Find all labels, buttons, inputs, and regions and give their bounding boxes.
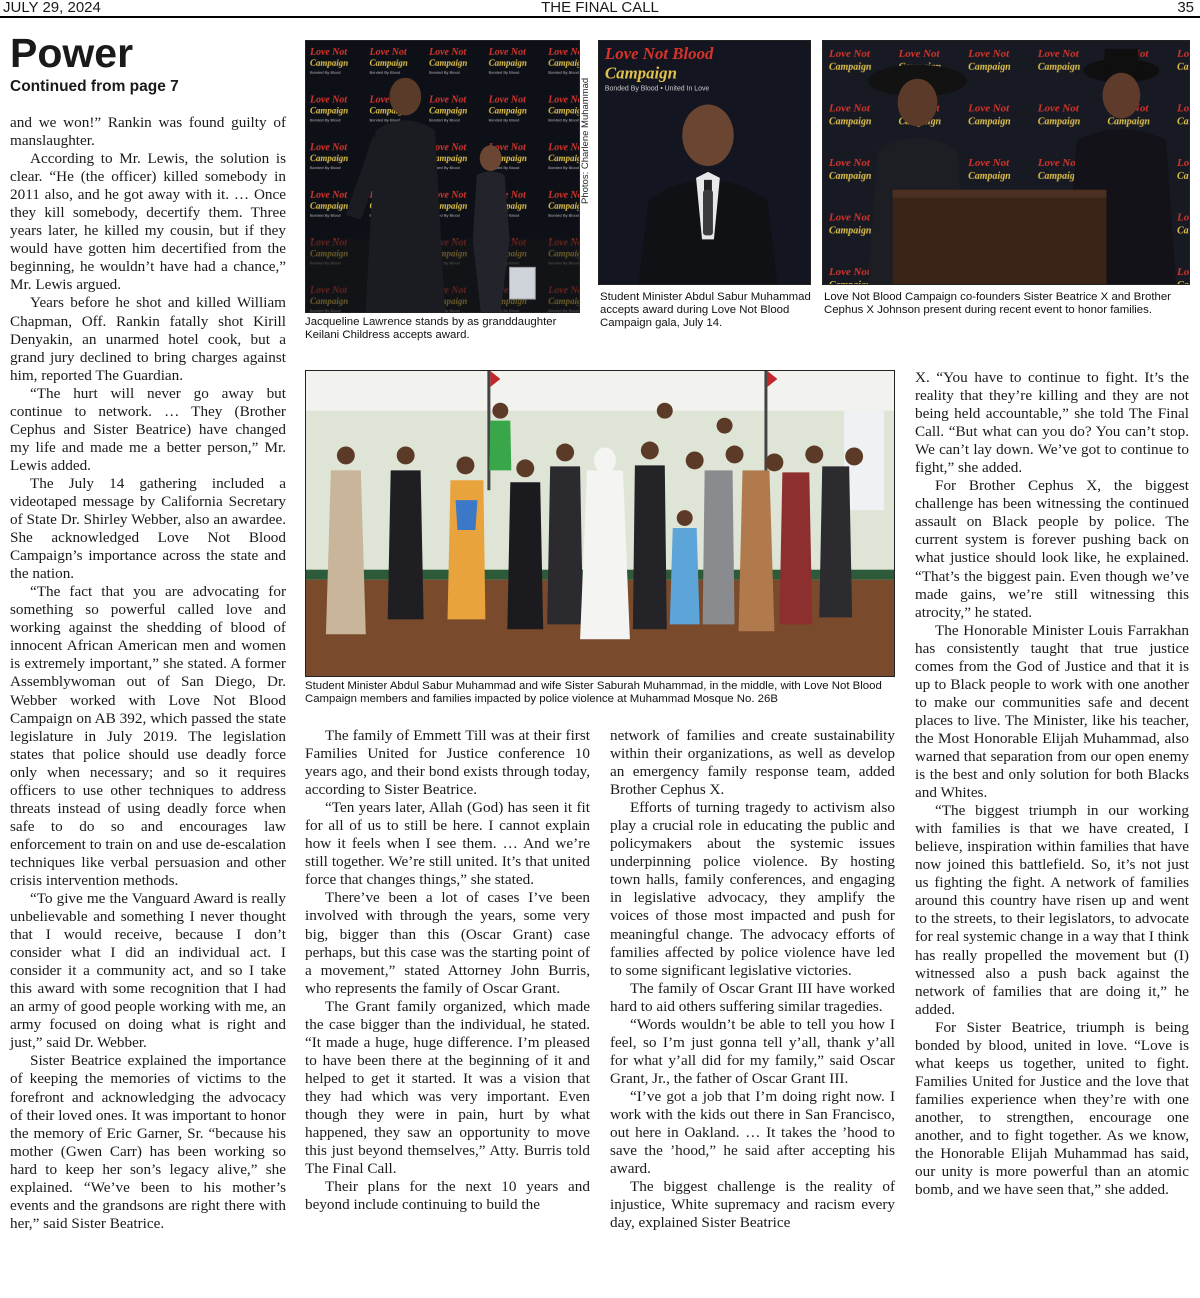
- photo-image: [306, 371, 894, 676]
- photo-credit-text: Photos: Charlene Muhammad: [580, 77, 591, 204]
- photo-image: [599, 41, 810, 284]
- paragraph: For Sister Beatrice, triumph is being bonded by blood, united in love. “Love is what keeps us together, united to fight. Families United for Justice and the love that families experience when they’re with one another, to strengthen, encourage one another, and to fight together. As we know, the Honorable Elijah Muhammad has said, our unity is more powerful than an atomic bomb, and we have seen that,” she added.: [915, 1018, 1189, 1199]
- paragraph: X. “You have to continue to fight. It’s the reality that they’re killing and they are not being held accountable,” she told The Final Call. “But what can you do? You can’t stop. We can’t lay down. We’ve got to continue to fight,” she added.: [915, 369, 1189, 477]
- photo-image: [306, 41, 579, 312]
- banner-tagline: Bonded By Blood • United In Love: [604, 85, 710, 93]
- paragraph: The Grant family organized, which made the case bigger than the individual, he stated. “It made a huge, huge difference. I’m pleased to have been there at the beginning of it and helped to get it started. It was a vision that they had which was very important. Even though they were in pain, hurt by what happened, they saw an opportunity to move this just beyond themselves,” Atty. Burris told The Final Call.: [305, 997, 590, 1178]
- photo-caption: Jacqueline Lawrence stands by as granddaughter Keilani Childress accepts award.: [305, 316, 557, 342]
- photo-cofounders: [822, 40, 1190, 285]
- paragraph: network of families and create sustainability within their organizations, as well as develop an emergency family response team, added Brother Cephus X.: [610, 727, 895, 799]
- paragraph: The Honorable Minister Louis Farrakhan has consistently taught that true justice comes from the God of Justice and that it is up to Black people to work with one another to make our communities safe and decent places to live. The Minister, like his teacher, the Most Honorable Elijah Muhammad, also warned that separation from our open enemy is the best and only solution for both Blacks and Whites.: [915, 621, 1189, 802]
- paragraph: There’ve been a lot of cases I’ve been involved with through the years, some very big, bigger than this (Oscar Grant) case perhaps, but this case was the starting point of a movement,” stated Attorney John Burris, who represents the family of Oscar Grant.: [305, 889, 590, 997]
- continued-line: Continued from page 7: [10, 78, 179, 95]
- masthead: [0, 0, 1200, 18]
- paragraph: and we won!” Rankin was found guilty of manslaughter.: [10, 114, 286, 150]
- article-column-3: [610, 727, 895, 1232]
- paper-name: THE FINAL CALL: [541, 0, 659, 16]
- article-column-2: [305, 727, 590, 1214]
- paragraph: “The biggest triumph in our working with families is that we have created, I believe, inspiration within families that have now joined this battlefield. So, it’s not just us fighting the fight. A network of families around this country have risen up and went to the streets, to their legislators, to advocate for real systemic change in a way that I think has really propelled the movement but (I) witnessed also a push back against the network of families that are doing it,” he added.: [915, 802, 1189, 1018]
- paragraph: The biggest challenge is the reality of injustice, White supremacy and racism every day, explained Sister Beatrice: [610, 1178, 895, 1232]
- paragraph: “Ten years later, Allah (God) has seen it fit for all of us to still be here. I cannot explain how it feels when I see them. … And we’re still together. We’re still united. It’s that united force that changes things,” she stated.: [305, 799, 590, 889]
- paragraph: According to Mr. Lewis, the solution is clear. “He (the officer) killed somebody in 2011 also, and he got away with it. … Once they kill somebody, decertify them. Three years later, he killed my cousin, but if they would have gotten him decertified from the beginning, he wouldn’t have had a chance,” Mr. Lewis argued.: [10, 150, 286, 294]
- paragraph: The July 14 gathering included a videotaped message by California Secretary of State Dr. Shirley Webber, also an awardee. She acknowledged Love Not Blood Campaign’s importance across the state and the nation.: [10, 474, 286, 583]
- photo-image: [823, 41, 1189, 284]
- article-column-4: [915, 369, 1189, 1199]
- paragraph: “The hurt will never go away but continue to network. … They (Brother Cephus and Sister Beatrice) have changed my life and made me a better person,” Mr. Lewis added.: [10, 384, 286, 474]
- paragraph: Efforts of turning tragedy to activism also play a crucial role in educating the public and policymakers about the systemic issues underpinning police violence. By hosting town halls, family conferences, and engaging in legislative advocacy, they amplify the voices of those most impacted and push for meaningful change. The advocacy efforts of families affected by police violence have led to some significant legislative victories.: [610, 799, 895, 979]
- paragraph: The family of Emmett Till was at their first Families United for Justice conference 10 years ago, and their bond exists through today, according to Sister Beatrice.: [305, 727, 590, 799]
- photo-award-granddaughter: [305, 40, 580, 313]
- paragraph: Their plans for the next 10 years and beyond include continuing to build the: [305, 1178, 590, 1214]
- banner-line-1: Love Not Blood: [604, 43, 714, 63]
- paragraph: The family of Oscar Grant III have worked hard to aid others suffering similar tragedies.: [610, 979, 895, 1015]
- photo-caption: Love Not Blood Campaign co-founders Sister Beatrice X and Brother Cephus X Johnson present during recent event to honor families.: [824, 291, 1171, 317]
- paragraph: “The fact that you are advocating for something so powerful called love and working against the shedding of blood of innocent African American men and women is extremely important,” she stated. A former Assemblywoman out of San Diego, Dr. Webber worked with Love Not Blood Campaign on AB 392, which passed the state legislature in July 2019. The legislation states that police should use deadly force only when necessary; and so it requires officers to use other techniques to address threats instead of using deadly force when safe to do so and encourages law enforcement to train on and use de-escalation techniques like verbal persuasion and other crisis intervention methods.: [10, 583, 286, 889]
- photo-group: [305, 370, 895, 677]
- paragraph: “To give me the Vanguard Award is really unbelievable and something I never thought that I would receive, because I don’t consider what I did an individual act. I consider it a community act, and so I take this award with some recognition that I had an army of good people working with me, an army focused on doing what is right and just,” said Dr. Webber.: [10, 890, 286, 1052]
- photo-minister-speaking: [598, 40, 811, 285]
- banner-line-2: Campaign: [604, 63, 677, 83]
- article-column-1: [10, 114, 286, 1233]
- paragraph: For Brother Cephus X, the biggest challenge has been witnessing the continued assault on Black people by police. The current system is forever pushing back on what justice should look like, he explained. “That’s the biggest pain. Even though we’ve made gains, we’re still witnessing this atrocity,” he stated.: [915, 477, 1189, 621]
- photo-caption: Student Minister Abdul Sabur Muhammad accepts award during Love Not Blood Campaign gala, July 14.: [600, 291, 811, 330]
- issue-date: JULY 29, 2024: [3, 0, 101, 16]
- photo-caption: Student Minister Abdul Sabur Muhammad and wife Sister Saburah Muhammad, in the middle, with Love Not Blood Campaign members and families impacted by police violence at Muhammad Mosque No. 26B: [305, 680, 882, 706]
- paragraph: Sister Beatrice explained the importance of keeping the memories of victims to the forefront and acknowledging the advocacy of their loved ones. It was important to honor the memory of Eric Garner, Sr. “because his mother (Gwen Carr) has been working so hard to keep her son’s legacy alive,” she explained. “We’ve been to his mother’s events and the grandsons are right there with her,” said Sister Beatrice.: [10, 1052, 286, 1232]
- paragraph: Years before he shot and killed William Chapman, Off. Rankin fatally shot Kirill Denyakin, an unarmed hotel cook, but a grand jury declined to bring charges against him, reported The Guardian.: [10, 294, 286, 384]
- headline: Power: [10, 30, 134, 76]
- paragraph: “Words wouldn’t be able to tell you how I feel, so I’m just gonna tell y’all, thank y’all for what y’all did for my family,” said Oscar Grant, Jr., the father of Oscar Grant III.: [610, 1015, 895, 1087]
- page-number: 35: [1177, 0, 1194, 16]
- paragraph: “I’ve got a job that I’m doing right now. I work with the kids out there in San Francisco, out here in Oakland. … It takes the ’hood to save the ’hood,” he said after accepting his award.: [610, 1087, 895, 1178]
